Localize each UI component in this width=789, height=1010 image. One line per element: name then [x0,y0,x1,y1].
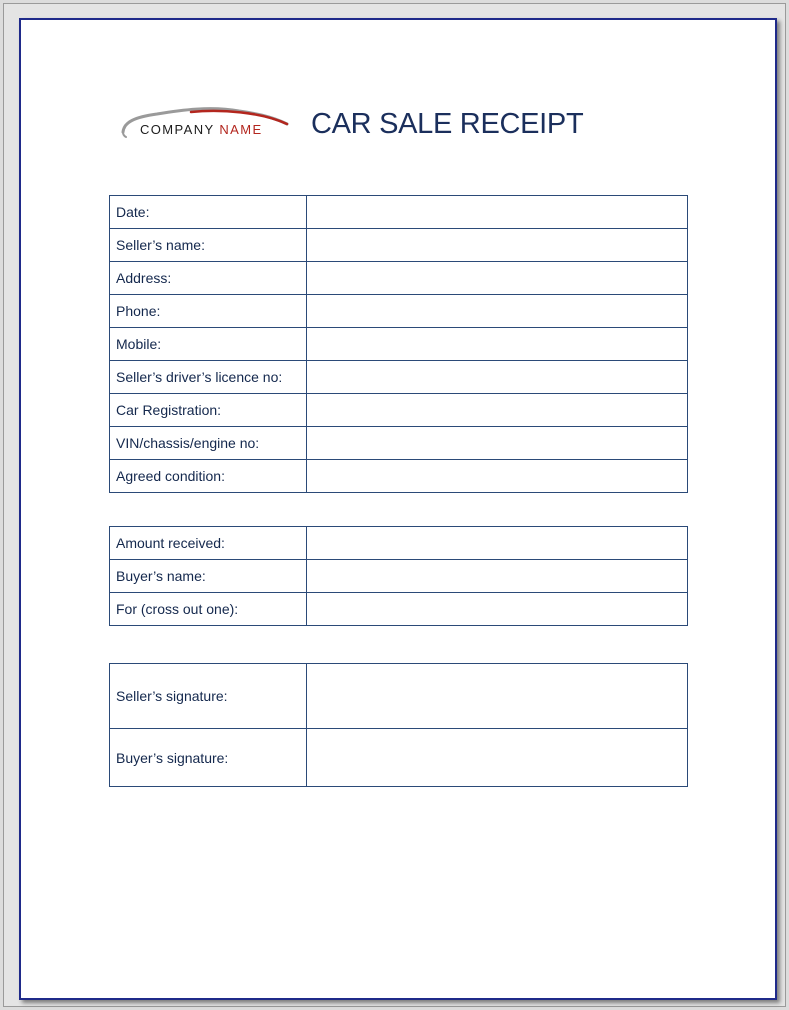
form-row-phone [110,295,688,328]
form-row-car-registration [110,394,688,427]
form-row-buyers-signature [110,729,688,787]
car-registration-field[interactable] [307,394,688,427]
payment-table [109,526,688,626]
company-name [140,122,263,137]
form-row-sellers-drivers-licence-no [110,361,688,394]
buyers-signature-field[interactable] [307,729,688,787]
field-label: Buyer’s signature: [110,729,307,787]
field-label: Car Registration: [110,394,307,427]
field-label: Agreed condition: [110,460,307,493]
form-row-sellers-name [110,229,688,262]
company-name-part2: NAME [219,122,263,137]
form-row-mobile [110,328,688,361]
form-row-amount-received [110,527,688,560]
field-label: VIN/chassis/engine no: [110,427,307,460]
phone-field[interactable] [307,295,688,328]
form-row-vin-chassis-engine-no [110,427,688,460]
form-row-address [110,262,688,295]
form-row-date [110,196,688,229]
signature-table [109,663,688,787]
document-frame [3,3,786,1007]
company-name-part1: COMPANY [140,122,215,137]
form-row-sellers-signature [110,664,688,729]
field-label: Seller’s driver’s licence no: [110,361,307,394]
field-label: Seller’s signature: [110,664,307,729]
field-label: Amount received: [110,527,307,560]
vehicle-details-table [109,195,688,493]
amount-received-field[interactable] [307,527,688,560]
company-logo [121,100,301,140]
for-cross-out-one-field[interactable] [307,593,688,626]
vin-chassis-engine-no-field[interactable] [307,427,688,460]
field-label: Seller’s name: [110,229,307,262]
field-label: Phone: [110,295,307,328]
field-label: Buyer’s name: [110,560,307,593]
address-field[interactable] [307,262,688,295]
field-label: Date: [110,196,307,229]
sellers-drivers-licence-no-field[interactable] [307,361,688,394]
field-label: For (cross out one): [110,593,307,626]
receipt-page [19,18,777,1000]
sellers-signature-field[interactable] [307,664,688,729]
mobile-field[interactable] [307,328,688,361]
page-title: CAR SALE RECEIPT [311,108,584,140]
buyers-name-field[interactable] [307,560,688,593]
form-row-buyers-name [110,560,688,593]
agreed-condition-field[interactable] [307,460,688,493]
form-row-agreed-condition [110,460,688,493]
sellers-name-field[interactable] [307,229,688,262]
date-field[interactable] [307,196,688,229]
field-label: Address: [110,262,307,295]
form-row-for-cross-out-one [110,593,688,626]
field-label: Mobile: [110,328,307,361]
